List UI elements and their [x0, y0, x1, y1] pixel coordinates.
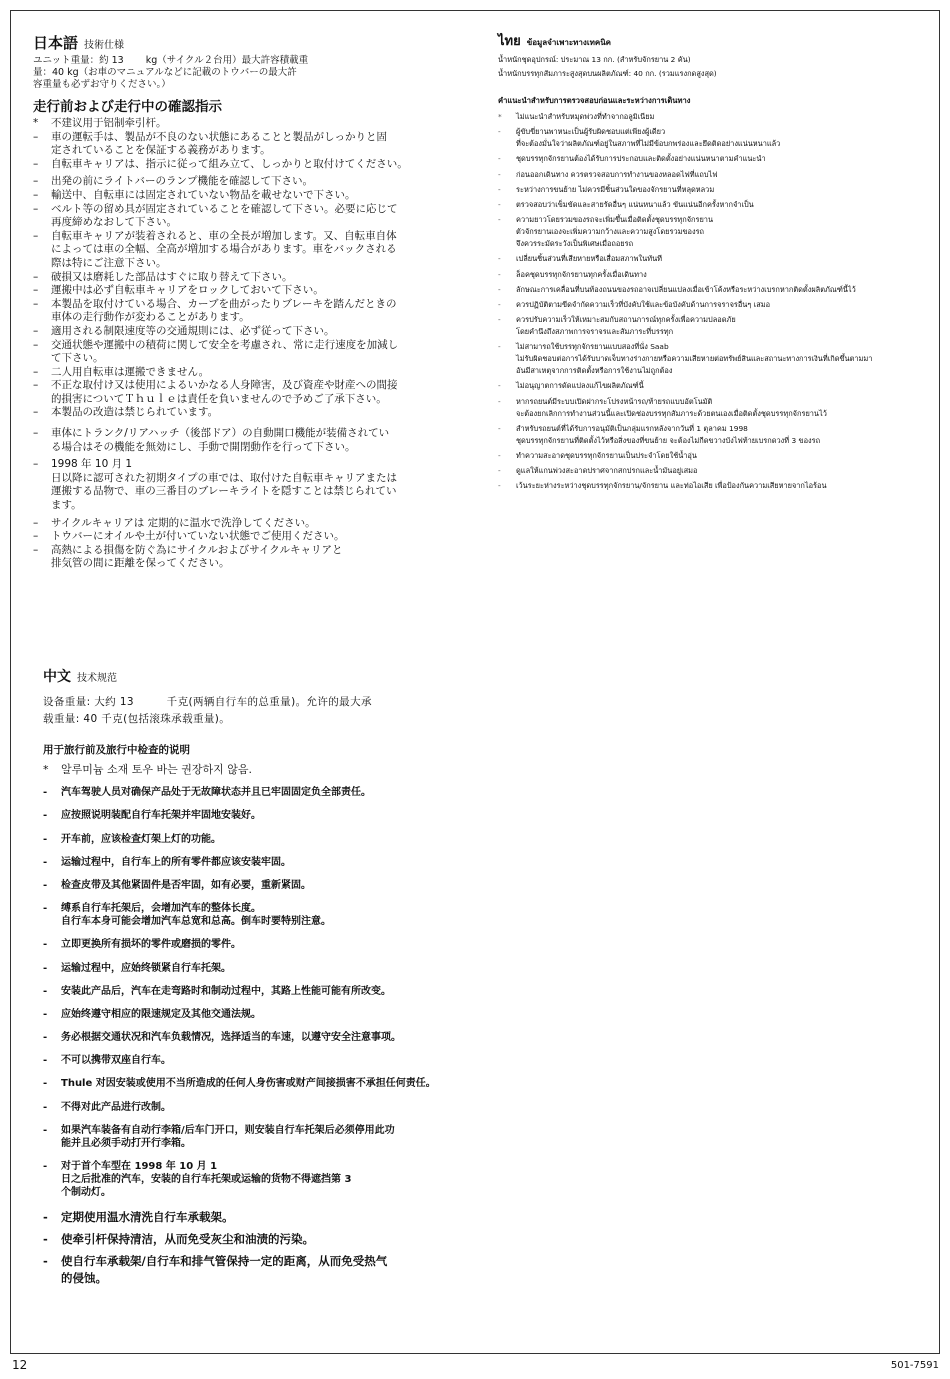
- chinese-subtitle: 技术规范: [77, 673, 117, 684]
- bullet-mark: -: [498, 284, 501, 294]
- instruction-line: ที่จะต้องมั่นใจว่าผลิตภัณฑ์อยู่ในสภาพที่ไม่มีข้อบกพร่องและยึดติดอย่างแน่นหนาแล้ว: [516, 139, 781, 149]
- bullet-mark: -: [43, 856, 48, 868]
- bullet-mark: –: [33, 270, 39, 283]
- instruction-line: ดูแลให้แกนพ่วงสะอาดปราศจากสกปรกและน้ำมันอยู่เสมอ: [516, 466, 698, 476]
- japanese-subtitle: 技術仕様: [84, 40, 125, 51]
- bullet-mark: -: [498, 254, 501, 264]
- instruction-line: ไม่รับผิดชอบต่อการได้รับบาดเจ็บทางร่างกายหรือความเสียหายต่อทรัพย์สินและสถานะทางการเงินที่เกิดขึ้นตามมา: [516, 354, 873, 364]
- instruction-item: [43, 902, 503, 928]
- instruction-line: ความยาวโดยรวมของรถจะเพิ่มขึ้นเมื่อติดตั้งชุดบรรทุกจักรยาน: [516, 215, 713, 225]
- bullet-mark: -: [498, 169, 501, 179]
- bullet-mark: -: [498, 396, 501, 406]
- instruction-item: [33, 379, 453, 406]
- spec-line: น้ำหนักบรรทุกสัมภาระสูงสุดบนผลิตภัณฑ์: 40 กก. (รวมแรงกดสูงสุด): [498, 69, 717, 78]
- spec-line: 载重量: 40 千克(包括滚珠承载重量)。: [43, 713, 231, 725]
- bullet-mark: -: [498, 215, 501, 225]
- thai-weight-spec: [498, 53, 928, 81]
- instruction-item: [498, 396, 928, 420]
- instruction-item: [498, 253, 928, 265]
- instruction-line: 使牵引杆保持清洁，从而免受灰尘和油渍的污染。: [61, 1232, 314, 1247]
- bullet-mark: -: [43, 1008, 48, 1020]
- instruction-item: [33, 530, 453, 544]
- instruction-line: ไม่อนุญาตการดัดแปลงแก้ไขผลิตภัณฑ์นี้: [516, 381, 644, 391]
- instruction-item: [43, 962, 503, 975]
- page-number: 12: [12, 1358, 28, 1372]
- instruction-item: [43, 1101, 503, 1114]
- bullet-mark: –: [33, 379, 39, 392]
- bullet-mark: –: [33, 324, 39, 337]
- instruction-line: ควรปฏิบัติตามขีดจำกัดความเร็วที่บังคับใช้และข้อบังคับด้านการจราจรอื่นๆ เสมอ: [516, 299, 771, 309]
- thai-title: ไทย: [498, 34, 521, 49]
- japanese-instruction-list: [33, 117, 453, 571]
- spec-line: 容重量も必ずお守りください。）: [33, 79, 171, 90]
- bullet-mark: –: [33, 284, 39, 297]
- instruction-item: [498, 269, 928, 281]
- instruction-line: ベルト等の留め具が固定されていることを確認して下さい。必要に応じて: [51, 202, 398, 215]
- instruction-item: [43, 809, 503, 822]
- bullet-mark: -: [498, 127, 501, 137]
- instruction-line: 应按照说明装配自行车托架并牢固地安装好。: [61, 810, 261, 822]
- instruction-line: 破損又は磨耗した部品はすぐに取り替えて下さい。: [51, 270, 293, 283]
- instruction-line: 排気管の間に距離を保ってください。: [51, 557, 230, 570]
- instruction-line: ตัวจักรยานเองจะเพิ่มความกว้างและความสูงโดยรวมของรถ: [516, 227, 705, 237]
- instruction-item: [43, 763, 503, 776]
- document-code: 501-7591: [890, 1360, 939, 1371]
- bullet-mark: -: [43, 833, 48, 845]
- bullet-mark: -: [43, 1032, 48, 1044]
- thai-instruction-list: [498, 111, 928, 492]
- instruction-line: 缚系自行车托架后，会增加汽车的整体长度。: [61, 903, 261, 915]
- instruction-line: 能并且必须手动打开行李箱。: [61, 1137, 191, 1149]
- instruction-item: [33, 544, 453, 571]
- thai-subtitle: ข้อมูลจำเพาะทางเทคนิค: [526, 38, 612, 47]
- instruction-line: 適用される制限速度等の交通規則には、必ず従って下さい。: [51, 324, 335, 337]
- bullet-mark: -: [43, 1161, 48, 1172]
- instruction-line: 安装此产品后，汽车在走弯路时和制动过程中，其路上性能可能有所改变。: [61, 985, 391, 997]
- bullet-mark: -: [43, 1210, 48, 1225]
- instruction-item: [33, 427, 453, 454]
- instruction-line: 汽车驾驶人员对确保产品处于无故障状态并且已牢固固定负全部责任。: [61, 787, 371, 799]
- instruction-item: [498, 153, 928, 165]
- instruction-line: ผู้ขับขี่ยานพาหนะเป็นผู้รับผิดชอบแต่เพียงผู้เดียว: [516, 127, 666, 137]
- bullet-mark: -: [498, 315, 501, 325]
- instruction-line: 車の運転手は、製品が不良のない状態にあることと製品がしっかりと固: [51, 130, 387, 143]
- instruction-line: 不正な取付け又は使用によるいかなる人身障害，及び資産や財産への間接: [51, 379, 398, 392]
- instruction-line: によっては車の全幅、全高が増加する場合があります。車をバックされる: [51, 243, 397, 256]
- instruction-line: เปลี่ยนชิ้นส่วนที่เสียหายหรือเสื่อมสภาพในทันที: [516, 254, 662, 264]
- thai-section-title: คำแนะนำสำหรับการตรวจสอบก่อนและระหว่างการเดินทาง: [498, 96, 691, 105]
- instruction-line: ตรวจสอบว่าเข็มขัดและสายรัดอื่นๆ แน่นหนาแล้ว ขันแน่นอีกครั้งหากจำเป็น: [516, 199, 754, 209]
- bullet-mark: –: [33, 427, 39, 440]
- instruction-line: 本製品を取付けている場合、カーブを曲がったりブレーキを踏んだときの: [51, 297, 397, 310]
- instruction-line: て下さい。: [51, 352, 104, 365]
- instruction-line: 不可以携带双座自行车。: [61, 1055, 171, 1067]
- instruction-line: ควรปรับความเร็วให้เหมาะสมกับสถานการณ์ทุกครั้งเพื่อความปลอดภัย: [516, 315, 736, 325]
- instruction-item: [43, 856, 503, 869]
- bullet-mark: –: [33, 130, 39, 143]
- instruction-line: 交通状態や運搬中の積荷に関して安全を考慮され、常に走行速度を加減し: [51, 338, 399, 351]
- bullet-mark: –: [33, 458, 39, 471]
- instruction-item: [498, 299, 928, 311]
- instruction-item: [33, 230, 453, 271]
- chinese-instruction-list: [43, 763, 503, 1287]
- instruction-item: [43, 833, 503, 846]
- instruction-item: [498, 341, 928, 377]
- instruction-item: [43, 1008, 503, 1021]
- bullet-mark: -: [43, 1101, 48, 1113]
- bullet-mark: -: [498, 154, 501, 164]
- instruction-line: トウバーにオイルや土が付いていない状態でご使用ください。: [51, 530, 345, 543]
- instruction-item: [498, 214, 928, 250]
- instruction-item: [33, 203, 453, 230]
- instruction-line: 再度締めなおして下さい。: [51, 216, 177, 229]
- instruction-line: ระหว่างการขนย้าย ไม่ควรมีชิ้นส่วนใดของจักรยานที่หลุดหลวม: [516, 184, 715, 194]
- instruction-line: ชุดบรรทุกจักรยานต้องได้รับการประกอบและติดตั้งอย่างแน่นหนาตามคำแนะนำ: [516, 154, 766, 164]
- instruction-line: 定期使用温水清洗自行车承载架。: [61, 1210, 234, 1225]
- instruction-line: 运输过程中，应始终锁紧自行车托架。: [61, 962, 231, 974]
- instruction-item: [43, 1031, 503, 1044]
- bullet-mark: -: [498, 299, 501, 309]
- instruction-line: 際は特にご注意下さい。: [51, 256, 167, 269]
- instruction-line: 个制动灯。: [61, 1187, 111, 1198]
- instruction-line: 알루미늄 소재 토우 바는 권장하지 않음.: [61, 763, 252, 776]
- instruction-line: สำหรับรถยนต์ที่ได้รับการอนุมัติเป็นกลุ่มแรกหลังจากวันที่ 1 ตุลาคม 1998: [516, 423, 748, 433]
- bullet-mark: -: [498, 481, 501, 491]
- instruction-line: โดยคำนึงถึงสภาพการจราจรและสัมภาระที่บรรทุก: [516, 327, 674, 337]
- instruction-item: [33, 117, 453, 131]
- instruction-line: จะต้องยกเลิกการทำงานส่วนนี้และเปิดช่องบรรทุกสัมภาระด้วยตนเองเมื่อติดตั้งชุดบรรทุกจักรยานไว้: [516, 408, 827, 418]
- instruction-line: る場合はその機能を無効にし、手動で開閉動作を行って下さい。: [51, 440, 356, 453]
- instruction-line: 自転車キャリアが装着されると、車の全長が増加します。又、自転車自体: [51, 229, 397, 242]
- bullet-mark: *: [498, 112, 502, 121]
- japanese-section-title: 走行前および走行中の確認指示: [33, 99, 222, 115]
- spec-line: ユニット重量：約 13 kg（サイクル２台用）最大許容積載重: [33, 55, 309, 66]
- bullet-mark: -: [43, 903, 48, 915]
- instruction-item: [33, 517, 453, 531]
- instruction-line: ます。: [51, 499, 82, 512]
- instruction-item: [498, 380, 928, 392]
- bullet-mark: –: [33, 543, 39, 556]
- bullet-mark: -: [498, 184, 501, 194]
- bullet-mark: -: [43, 1124, 48, 1136]
- instruction-item: [498, 465, 928, 477]
- instruction-line: 車体の走行動作が変わることがあります。: [51, 311, 250, 324]
- bullet-mark: –: [33, 229, 39, 242]
- instruction-line: ไม่แนะนำสำหรับหมุดพ่วงที่ทำจากอลูมิเนียม: [516, 112, 655, 121]
- instruction-line: 日以降に認可された初期タイプの車では、取付けた自転車キャリアまたは: [51, 471, 397, 484]
- instruction-line: 輸送中、自転車には固定されていない物品を載せないで下さい。: [51, 188, 356, 201]
- instruction-item: [43, 938, 503, 951]
- instruction-item: [498, 199, 928, 211]
- instruction-item: [498, 111, 928, 123]
- bullet-mark: –: [33, 406, 39, 419]
- instruction-item: [33, 271, 453, 285]
- instruction-line: 运输过程中，自行车上的所有零件都应该安装牢固。: [61, 856, 291, 868]
- instruction-line: 出発の前にライトバーのランプ機能を確認して下さい。: [51, 175, 313, 188]
- instruction-line: ชุดบรรทุกจักรยานที่ติดตั้งไว้หรือสิ่งของที่ขนย้าย จะต้องไม่กีดขวางบังไฟท้ายเบรกดวงที่ 3 ของรถ: [516, 435, 821, 445]
- instruction-item: [33, 458, 453, 512]
- bullet-mark: –: [33, 365, 39, 378]
- instruction-line: 不得对此产品进行改制。: [61, 1101, 171, 1113]
- instruction-line: ลักษณะการเคลื่อนที่บนท้องถนนของรถอาจเปลี่ยนแปลงเมื่อเข้าโค้งหรือระหว่างเบรกหากติดตั้งผลิตภัณฑ์นี้ไว้: [516, 284, 856, 294]
- instruction-line: 应始终遵守相应的限速规定及其他交通法规。: [61, 1008, 261, 1020]
- instruction-item: [498, 450, 928, 462]
- bullet-mark: –: [33, 202, 39, 215]
- instruction-item: [43, 1077, 503, 1090]
- instruction-line: 高熱による損傷を防ぐ為にサイクルおよびサイクルキャリアと: [51, 543, 343, 556]
- instruction-line: เว้นระยะห่างระหว่างชุดบรรทุกจักรยาน/จักรยาน และท่อไอเสีย เพื่อป้องกันความเสียหายจากไอร้อน: [516, 481, 827, 491]
- bullet-mark: -: [498, 423, 501, 433]
- instruction-item: [43, 1054, 503, 1067]
- instruction-line: 的侵蚀。: [61, 1271, 107, 1286]
- instruction-item: [33, 175, 453, 189]
- bullet-mark: -: [43, 1254, 48, 1269]
- instruction-line: Thule 对因安装或使用不当所造成的任何人身伤害或财产间接损害不承担任何责任。: [61, 1078, 436, 1090]
- instruction-line: 運搬中は必ず自転車キャリアをロックしておいて下さい。: [51, 284, 324, 297]
- spec-line: 设备重量: 大约 13 千克(两辆自行车的总重量)。允许的最大承: [43, 696, 372, 708]
- bullet-mark: -: [43, 879, 48, 891]
- instruction-line: 運搬する品物で、車の三番目のブレーキライトを隠すことは禁じられてい: [51, 485, 397, 498]
- instruction-item: [33, 339, 453, 366]
- instruction-item: [43, 1231, 503, 1248]
- instruction-line: ไม่สามารถใช้บรรทุกจักรยานแบบสองที่นั่ง Saab: [516, 342, 669, 352]
- bullet-mark: –: [33, 530, 39, 543]
- instruction-item: [498, 184, 928, 196]
- chinese-section: [43, 666, 503, 1292]
- japanese-section: [33, 32, 453, 571]
- instruction-item: [33, 366, 453, 380]
- chinese-heading: [43, 666, 503, 686]
- instruction-item: [33, 189, 453, 203]
- instruction-line: 定されていることを保証する義務があります。: [51, 144, 271, 157]
- instruction-line: 自行车本身可能会增加汽车总宽和总高。倒车时要特别注意。: [61, 916, 331, 928]
- bullet-mark: –: [33, 297, 39, 310]
- bullet-mark: -: [43, 810, 48, 822]
- bullet-mark: -: [43, 1232, 48, 1247]
- bullet-mark: -: [498, 466, 501, 476]
- instruction-line: 車体にトランク/リアハッチ（後部ドア）の自動開口機能が装備されてい: [51, 427, 390, 440]
- bullet-mark: –: [33, 188, 39, 201]
- instruction-item: [33, 284, 453, 298]
- chinese-weight-spec: [43, 694, 503, 728]
- bullet-mark: -: [43, 1055, 48, 1067]
- instruction-line: 检查皮带及其他紧固件是否牢固，如有必要，重新紧固。: [61, 879, 311, 891]
- instruction-line: 不建议用于铝制牵引杆。: [51, 117, 167, 129]
- bullet-mark: -: [43, 939, 48, 951]
- instruction-item: [498, 314, 928, 338]
- bullet-mark: –: [33, 175, 39, 188]
- instruction-line: 的損害についてＴｈｕｌｅは責任を負いませんので予めご了承下さい。: [51, 392, 387, 405]
- instruction-item: [33, 298, 453, 325]
- instruction-item: [33, 406, 453, 420]
- chinese-title: 中文: [43, 669, 71, 685]
- thai-section: [498, 30, 928, 496]
- bullet-mark: -: [43, 1078, 48, 1090]
- instruction-item: [43, 1124, 503, 1150]
- spec-line: 量：40 kg（お車のマニュアルなどに記載のトウバーの最大許: [33, 67, 297, 78]
- instruction-item: [43, 1160, 503, 1199]
- instruction-line: 使自行车承载架/自行车和排气管保持一定的距离，从而免受热气: [61, 1254, 388, 1269]
- instruction-item: [43, 786, 503, 799]
- bullet-mark: -: [43, 787, 48, 799]
- instruction-item: [498, 423, 928, 447]
- bullet-mark: –: [33, 338, 39, 351]
- thai-heading: [498, 30, 928, 51]
- bullet-mark: -: [498, 199, 501, 209]
- instruction-line: 二人用自転車は運搬できません。: [51, 365, 210, 378]
- bullet-mark: *: [33, 117, 39, 129]
- bullet-mark: -: [498, 269, 501, 279]
- bullet-mark: –: [33, 516, 39, 529]
- instruction-item: [498, 480, 928, 492]
- instruction-line: ล็อคชุดบรรทุกจักรยานทุกครั้งเมื่อเดินทาง: [516, 269, 647, 279]
- bullet-mark: -: [498, 381, 501, 391]
- instruction-line: 如果汽车装备有自动行李箱/后车门开口，则安装自行车托架后必须停用此功: [61, 1124, 395, 1136]
- japanese-title: 日本語: [33, 34, 79, 52]
- instruction-line: 开车前，应该检查灯架上灯的功能。: [61, 833, 221, 845]
- instruction-line: จึงควรระมัดระวังเป็นพิเศษเมื่อถอยรถ: [516, 239, 634, 249]
- instruction-item: [43, 1253, 503, 1287]
- instruction-line: サイクルキャリアは 定期的に温水で洗浄してください。: [51, 516, 316, 529]
- bullet-mark: -: [498, 342, 501, 352]
- instruction-line: 自転車キャリアは、指示に従って組み立て、しっかりと取付けてください。: [51, 157, 408, 170]
- bullet-mark: -: [498, 451, 501, 460]
- instruction-line: 本製品の改造は禁じられています。: [51, 406, 219, 419]
- instruction-item: [43, 1209, 503, 1226]
- instruction-line: 日之后批准的汽车，安装的自行车托架或运输的货物不得遮挡第 3: [61, 1174, 352, 1185]
- bullet-mark: -: [43, 985, 48, 997]
- instruction-line: ทำความสะอาดชุดบรรทุกจักรยานเป็นประจำโดยใช้น้ำอุ่น: [516, 451, 697, 460]
- chinese-section-title: 用于旅行前及旅行中检查的说明: [43, 744, 190, 756]
- spec-line: น้ำหนักชุดอุปกรณ์: ประมาณ 13 กก. (สำหรับจักรยาน 2 คัน): [498, 55, 691, 64]
- instruction-item: [33, 325, 453, 339]
- instruction-item: [33, 158, 453, 172]
- instruction-line: 立即更换所有损坏的零件或磨损的零件。: [61, 939, 241, 951]
- instruction-item: [498, 126, 928, 150]
- instruction-line: อันมีสาเหตุจากการติดตั้งหรือการใช้งานไม่ถูกต้อง: [516, 366, 673, 376]
- instruction-item: [43, 879, 503, 892]
- instruction-item: [33, 131, 453, 158]
- instruction-line: ก่อนออกเดินทาง ควรตรวจสอบการทำงานของหลอดไฟที่แถบไฟ: [516, 169, 718, 179]
- bullet-mark: –: [33, 157, 39, 170]
- instruction-line: หากรถยนต์มีระบบเปิดฝากระโปรงหน้ารถ/ท้ายรถแบบอัตโนมัติ: [516, 396, 713, 406]
- japanese-weight-spec: [33, 55, 453, 91]
- instruction-item: [498, 169, 928, 181]
- bullet-mark: -: [43, 962, 48, 974]
- instruction-item: [43, 985, 503, 998]
- bullet-mark: *: [43, 763, 49, 776]
- instruction-item: [498, 284, 928, 296]
- instruction-line: 1998 年 10 月 1: [51, 458, 133, 471]
- japanese-heading: [33, 32, 453, 53]
- instruction-line: 对于首个车型在 1998 年 10 月 1: [61, 1161, 218, 1172]
- instruction-line: 务必根据交通状况和汽车负载情况，选择适当的车速，以遵守安全注意事项。: [61, 1032, 401, 1044]
